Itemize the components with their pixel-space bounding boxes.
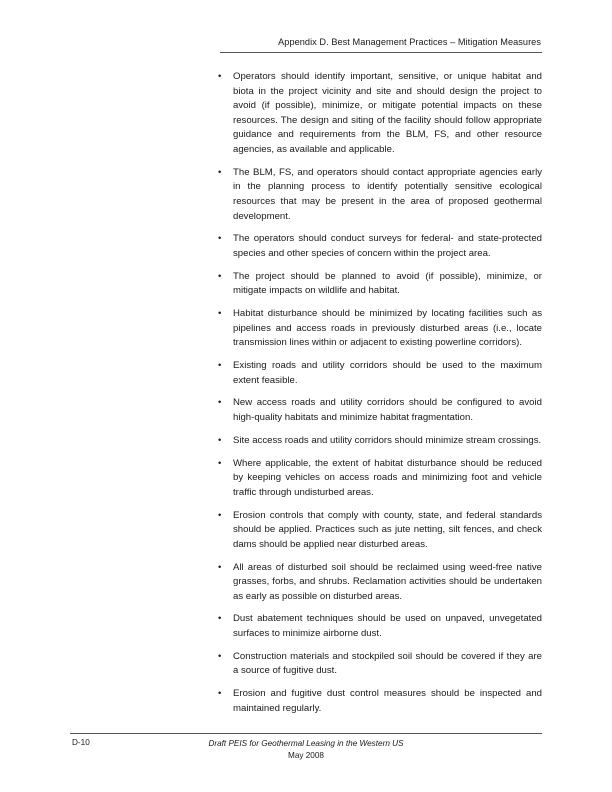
list-item <box>218 396 542 425</box>
list-item <box>218 359 542 388</box>
list-item-text: Construction materials and stockpiled soil should be covered if they are a source of fugitive dust. <box>233 650 542 677</box>
bullet-icon: • <box>218 71 222 82</box>
list-item-text: Habitat disturbance should be minimized by locating facilities such as pipelines and access roads in previously disturbed areas (i.e., locate transmission lines within or adjacent to existing powerline corridors). <box>233 308 542 349</box>
publication-title: Draft PEIS for Geothermal Leasing in the Western US <box>208 739 404 748</box>
list-item-text: All areas of disturbed soil should be reclaimed using weed-free native grasses, forbs, and shrubs. Reclamation activities should be undertaken as early as possible on disturbed areas. <box>233 561 542 602</box>
page-number: D-10 <box>72 738 90 747</box>
list-item <box>218 561 542 605</box>
list-item <box>218 457 542 501</box>
bullet-icon: • <box>218 509 222 521</box>
list-item-text: The operators should conduct surveys for federal- and state-protected species and other species of concern within the project area. <box>233 233 542 259</box>
list-item-text: Site access roads and utility corridors should minimize stream crossings. <box>233 434 542 446</box>
bullet-icon: • <box>218 166 222 178</box>
list-item <box>218 650 542 679</box>
list-item <box>218 687 542 716</box>
bullet-icon: • <box>218 561 222 573</box>
list-item <box>218 434 542 449</box>
bullet-icon: • <box>218 233 222 245</box>
bullet-icon: • <box>218 688 222 700</box>
list-item <box>218 166 542 224</box>
list-item-text: Erosion and fugitive dust control measures should be inspected and maintained regularly. <box>233 688 542 714</box>
bullet-icon: • <box>218 457 222 469</box>
bullet-icon: • <box>218 308 222 320</box>
list-item-text: Existing roads and utility corridors should be used to the maximum extent feasible. <box>233 360 542 386</box>
header-title: Appendix D. Best Management Practices – Mitigation Measures <box>278 37 541 47</box>
header-divider <box>220 52 542 53</box>
bullet-icon: • <box>218 613 222 625</box>
bullet-icon: • <box>218 360 222 372</box>
list-item <box>218 270 542 299</box>
list-item <box>218 232 542 261</box>
list-item-text: Dust abatement techniques should be used on unpaved, unvegetated surfaces to minimize airborne dust. <box>233 613 542 640</box>
bullet-icon: • <box>218 434 222 446</box>
list-item-text: The project should be planned to avoid (if possible), minimize, or mitigate impacts on wildlife and habitat. <box>233 270 542 297</box>
footer-divider <box>70 733 542 734</box>
footer-publication-block <box>190 738 422 762</box>
list-item-text: The BLM, FS, and operators should contact appropriate agencies early in the planning process to identify potentially sensitive ecological resources that may be present in the area of proposed geothermal development. <box>233 166 542 222</box>
list-item-text: Where applicable, the extent of habitat disturbance should be reduced by keeping vehicles on access roads and minimizing foot and vehicle traffic through undisturbed areas. <box>233 457 542 498</box>
publication-date: May 2008 <box>288 751 324 760</box>
list-item-text: New access roads and utility corridors should be configured to avoid high-quality habitats and minimize habitat fragmentation. <box>233 397 542 423</box>
list-item-text: Erosion controls that comply with county, state, and federal standards should be applied. Practices such as jute netting, silt fences, and check dams should be applied near disturbed areas. <box>233 509 542 550</box>
list-item <box>218 70 542 158</box>
bullet-icon: • <box>218 270 222 282</box>
bullet-icon: • <box>218 650 222 662</box>
bullet-icon: • <box>218 397 222 409</box>
list-item <box>218 612 542 641</box>
mitigation-bullet-list <box>218 70 542 725</box>
list-item <box>218 509 542 553</box>
list-item <box>218 307 542 351</box>
list-item-text: Operators should identify important, sensitive, or unique habitat and biota in the project vicinity and site and should design the project to avoid (if possible), minimize, or mitigate potential impacts on these resources. The design and siting of the facility should follow appropriate guidance and requirements from the BLM, FS, and other resource agencies, as available and applicable. <box>233 71 542 155</box>
